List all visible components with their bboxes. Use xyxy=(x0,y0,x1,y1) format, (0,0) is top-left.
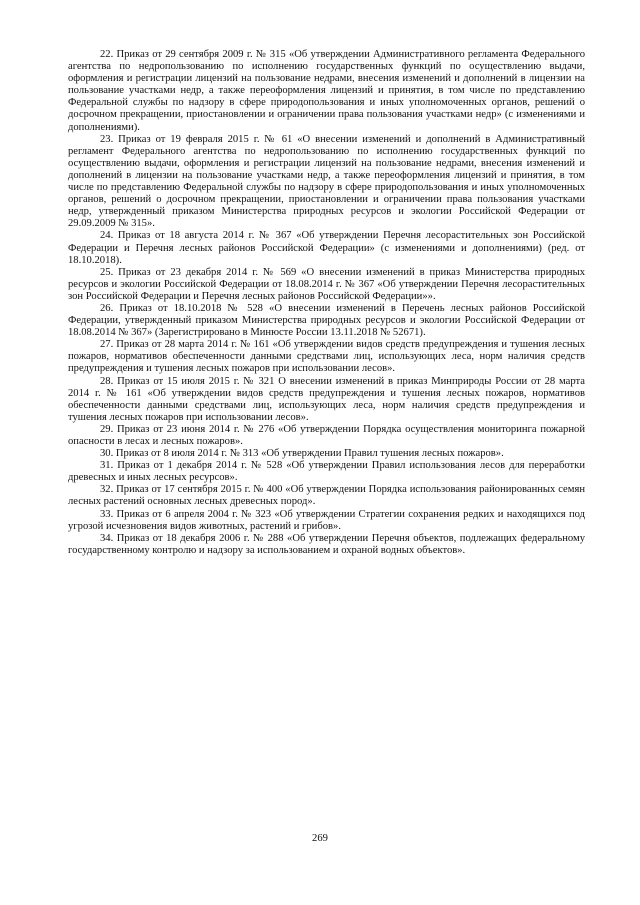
list-item-33: 33. Приказ от 6 апреля 2004 г. № 323 «Об утверждении Стратегии сохранения редких и находящихся под угрозой исчезновения видов животных, растений и грибов». xyxy=(68,508,585,532)
document-body xyxy=(68,49,585,557)
list-item-30: 30. Приказ от 8 июля 2014 г. № 313 «Об утверждении Правил тушения лесных пожаров». xyxy=(100,448,504,460)
list-item-26: 26. Приказ от 18.10.2018 № 528 «О внесении изменений в Перечень лесных районов Российской Федерации, утвержденный приказом Министерства природных ресурсов и экологии Российской Федерации от 18.08.2014 № 367» (Зарегистрировано в Минюсте России 13.11.2018 № 52671). xyxy=(68,302,585,339)
list-item-28: 28. Приказ от 15 июля 2015 г. № 321 О внесении изменений в приказ Минприроды России от 28 марта 2014 г. № 161 «Об утверждении видов средств предупреждения и тушения лесных пожаров, нормативов обеспеченности данными средствами лиц, использующих леса, норм наличия средств предупреждения и тушения лесных пожаров при использовании лесов». xyxy=(68,375,585,423)
list-item-32: 32. Приказ от 17 сентября 2015 г. № 400 «Об утверждении Порядка использования районированных семян лесных растений основных лесных древесных пород». xyxy=(68,484,585,508)
list-item-25: 25. Приказ от 23 декабря 2014 г. № 569 «О внесении изменений в приказ Министерства природных ресурсов и экологии Российской Федерации от 18.08.2014 г. № 367 «Об утверждении Перечня лесорастительных зон Российской Федерации и Перечня лесных районов Российской Федерации»». xyxy=(68,266,585,302)
list-item-31: 31. Приказ от 1 декабря 2014 г. № 528 «Об утверждении Правил использования лесов для переработки древесных и иных лесных ресурсов». xyxy=(68,460,585,484)
list-item-27: 27. Приказ от 28 марта 2014 г. № 161 «Об утверждении видов средств предупреждения и тушения лесных пожаров, нормативов обеспеченности данными средствами лиц, использующих леса, норм наличия средств предупреждения и тушения лесных пожаров при использовании лесов». xyxy=(68,339,585,375)
list-item-34: 34. Приказ от 18 декабря 2006 г. № 288 «Об утверждении Перечня объектов, подлежащих федеральному государственному контролю и надзору за использованием и охраной водных объектов». xyxy=(68,532,585,556)
page-number: 269 xyxy=(312,833,328,844)
list-item-23: 23. Приказ от 19 февраля 2015 г. № 61 «О внесении изменений и дополнений в Административный регламент Федерального агентства по недропользованию по исполнению государственных функций по осуществлению выдачи, оформления и регистрации лицензий на пользование недрами, внесения изменений и дополнений в лицензии на пользование участками недр, а также переоформления лицензий и принятия, в том числе по представлению Федеральной службы по надзору в сфере природопользования и иных уполномоченных органов, решений о досрочном прекращении, приостановлении и ограничении права пользования участками недр, утвержденный приказом Министерства природных ресурсов и экологии Российской Федерации от 29.09.2009 № 315». xyxy=(68,133,585,230)
list-item-24: 24. Приказ от 18 августа 2014 г. № 367 «Об утверждении Перечня лесорастительных зон Российской Федерации и Перечня лесных районов Российской Федерации» (с изменениями и дополнениями) (ред. от 18.10.2018). xyxy=(68,230,585,266)
list-item-22: 22. Приказ от 29 сентября 2009 г. № 315 «Об утверждении Административного регламента Федерального агентства по недропользованию по исполнению государственных функций по осуществлению выдачи, оформления и регистрации лицензий на пользование недрами, внесения изменений и дополнений в лицензии на пользование участками недр, а также переоформления лицензий и принятия, в том числе по представлению Федеральной службы по надзору в сфере природопользования и иных уполномоченных органов, решений о досрочном прекращении, приостановлении и ограничении права пользования участками недр» (с изменениями и дополнениями). xyxy=(68,49,585,133)
list-item-29: 29. Приказ от 23 июня 2014 г. № 276 «Об утверждении Порядка осуществления мониторинга пожарной опасности в лесах и лесных пожаров». xyxy=(68,423,585,447)
